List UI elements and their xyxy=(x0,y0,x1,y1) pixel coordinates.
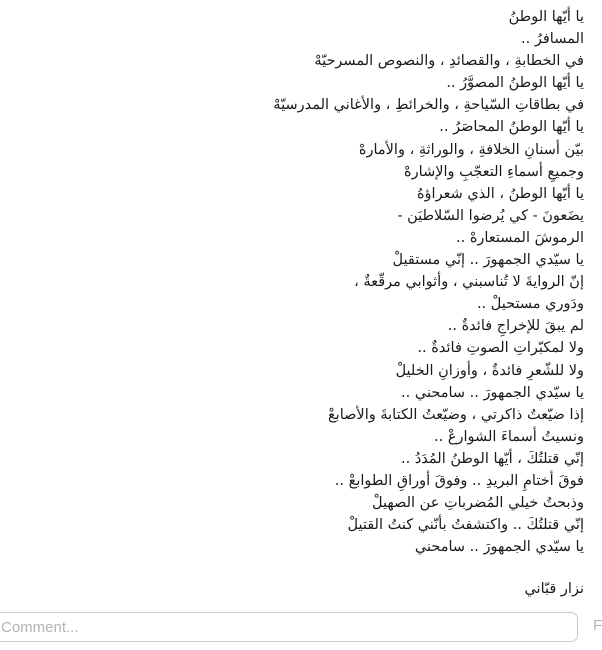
poem-text xyxy=(24,6,584,558)
poem-line: ونسيتُ أسماءَ الشوارعْ .. xyxy=(434,428,584,445)
poem-line: ودَوري مستحيلْ .. xyxy=(476,296,584,313)
poem-line: يا سيّدي الجمهورَ .. سامحني .. xyxy=(401,384,584,401)
poem-line: يا سيّدي الجمهورَ .. إنّي مستقيلْ xyxy=(392,252,584,269)
side-letter: F xyxy=(593,617,602,634)
poem-line: ولا للشّعرِ فائدةٌ ، وأوزانِ الخليلْ xyxy=(395,362,584,379)
poem-line: فوقَ أختامِ البريدِ .. وفوقَ أوراقِ الطوابعْ .. xyxy=(334,472,584,489)
poem-line: يضَعونَ - كي يُرضوا السّلاطيَن - xyxy=(397,207,584,224)
poem-line: إنّي قتلتُكَ ، أيّها الوطنُ المُدَدُ .. xyxy=(401,450,584,467)
poem-line: ولا لمكبّراتِ الصوتِ فائدةٌ .. xyxy=(417,340,584,357)
poem-line: إنّي قتلتُكَ .. واكتشفتُ بأنّني كنتُ القتيلْ xyxy=(347,517,584,534)
poem-line: يا سيّدي الجمهورَ .. سامحني xyxy=(414,539,584,556)
poem-line: الرموشَ المستعارهْ .. xyxy=(456,229,584,246)
poem-line: يا أيّها الوطنُ xyxy=(508,9,584,25)
poem-line: إنّ الروايةَ لا تُناسبني ، وأثوابي مرقّعةٌ ، xyxy=(354,274,584,291)
poem-line: لم يبقَ للإخراجِ فائدةٌ .. xyxy=(447,318,584,335)
poem-line: يا أيّها الوطنُ المصوَّرُ .. xyxy=(446,75,584,92)
poem-line: وذبحتُ خيلي المُضرباتِ عن الصهيلْ xyxy=(371,495,584,512)
poem-line: إذا ضيّعتُ ذاكرتي ، وضيّعتُ الكتابةَ والأصابعْ xyxy=(327,406,584,423)
poem-line: في الخطابةِ ، والقصائدِ ، والنصوص المسرحيّهْ xyxy=(314,53,584,70)
poem-line: بيّن أسنانِ الخلافةِ ، والوراثةِ ، والأمارهْ xyxy=(358,141,584,158)
comment-input[interactable] xyxy=(0,612,578,642)
poem-line: يا أيّها الوطنُ ، الذي شعراؤهُ xyxy=(416,185,584,202)
poem-author: نزار قبّاني xyxy=(524,581,584,597)
poem-line: المسافرُ .. xyxy=(521,31,584,48)
poem-line: وجميعِ أسماءِ التعجّبِ والإشارهْ xyxy=(404,163,584,180)
poem-line: في بطاقاتِ السّياحةِ ، والخرائطِ ، والأغاني المدرسيّهْ xyxy=(273,97,584,114)
poem-line: يا أيّها الوطنُ المحاصَرُ .. xyxy=(439,119,584,136)
